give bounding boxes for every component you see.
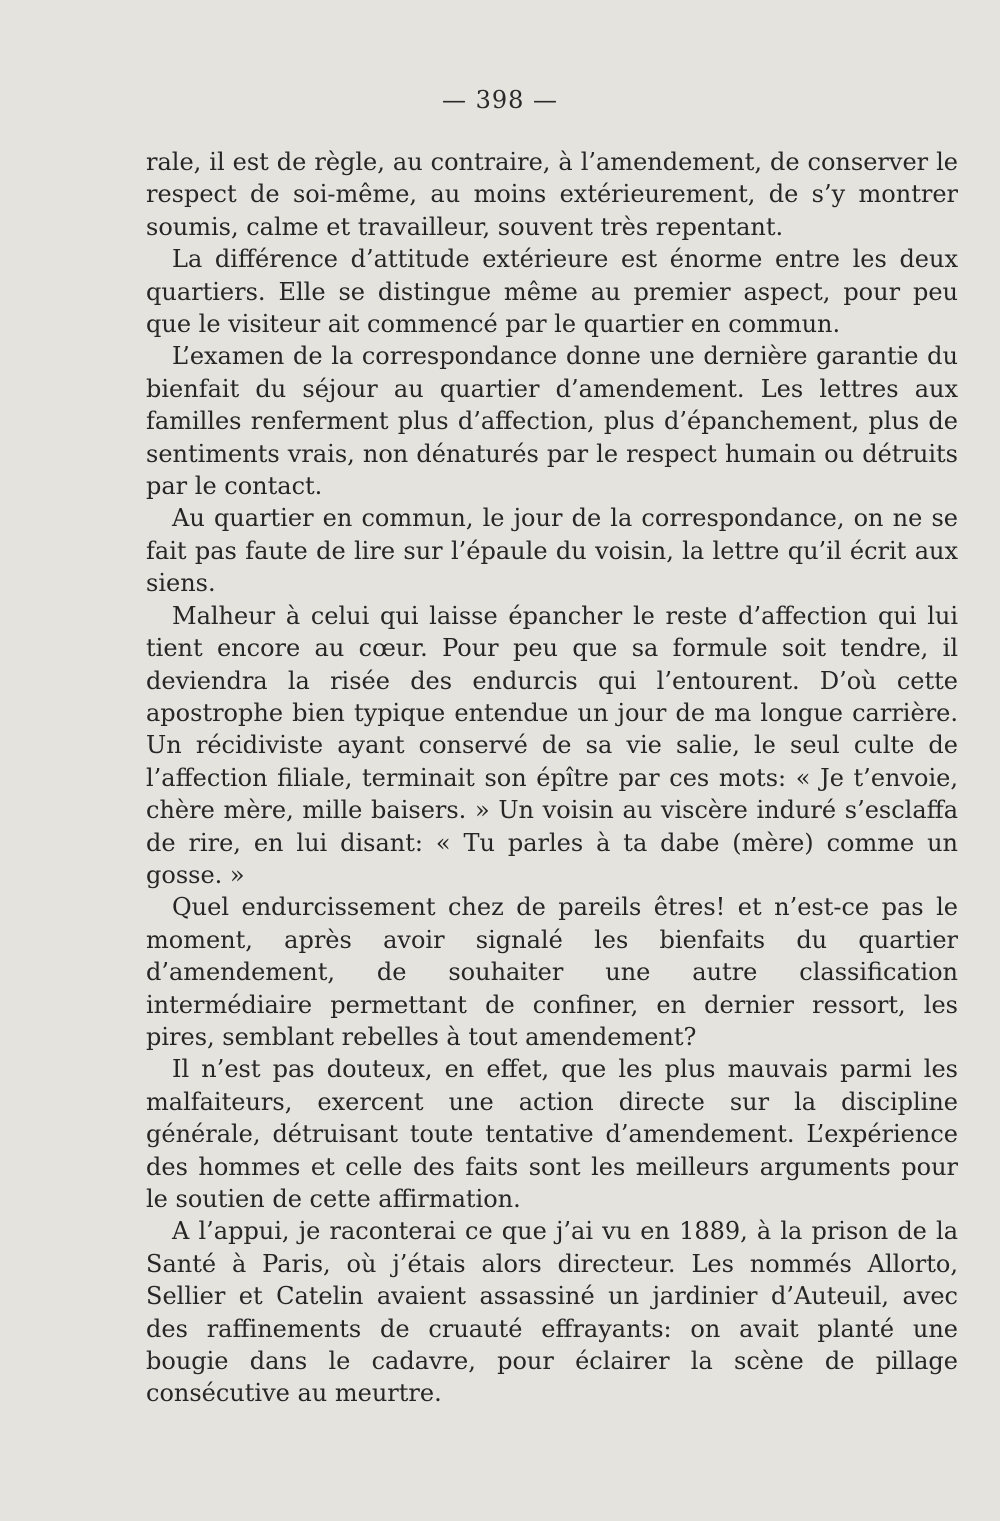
- paragraph-2: La différence d’attitude extérieure est énorme entre les deux quartiers. Elle se distingue même au premier aspect, pour peu que le visiteur ait commencé par le quartier en commun.: [146, 245, 958, 339]
- paragraph-1: rale, il est de règle, au contraire, à l’amendement, de conserver le respect de soi-même, au moins extérieurement, de s’y montrer soumis, calme et travailleur, souvent très repentant.: [146, 148, 958, 241]
- body-text: [146, 146, 958, 1410]
- paragraph-4: Au quartier en commun, le jour de la correspondance, on ne se fait pas faute de lire sur l’épaule du voisin, la lettre qu’il écrit aux siens.: [146, 504, 958, 598]
- paragraph-6: Quel endurcissement chez de pareils êtres! et n’est-ce pas le moment, après avoir signalé les bienfaits du quartier d’amendement, de souhaiter une autre classification intermédiaire permettant de confiner, en dernier ressort, les pires, semblant rebelles à tout amendement?: [146, 893, 958, 1051]
- paragraph-3: L’examen de la correspondance donne une dernière garantie du bienfait du séjour au quartier d’amendement. Les lettres aux familles renferment plus d’affection, plus d’épanchement, plus de sentiments vrais, non dénaturés par le respect humain ou détruits par le contact.: [146, 342, 958, 501]
- paragraph-7: Il n’est pas douteux, en effet, que les plus mauvais parmi les malfaiteurs, exercent une action directe sur la discipline générale, détruisant toute tentative d’amendement. L’expérience des hommes et celle des faits sont les meilleurs arguments pour le soutien de cette affirmation.: [146, 1055, 958, 1213]
- page-number: — 398 —: [441, 86, 559, 114]
- paragraph-5: Malheur à celui qui laisse épancher le reste d’affection qui lui tient encore au cœur. Pour peu que sa formule soit tendre, il deviendra la risée des endurcis qui l’entourent. D’où cette apostrophe bien typique entendue un jour de ma longue carrière. Un récidiviste ayant conservé de sa vie salie, le seul culte de l’affection filiale, terminait son épître par ces mots: « Je t’envoie, chère mère, mille baisers. » Un voisin au viscère induré s’esclaffa de rire, en lui disant: « Tu parles à ta dabe (mère) comme un gosse. »: [146, 601, 958, 889]
- paragraph-8: A l’appui, je raconterai ce que j’ai vu en 1889, à la prison de la Santé à Paris, où j’étais alors directeur. Les nommés Allorto, Sellier et Catelin avaient assassiné un jardinier d’Auteuil, avec des raffinements de cruauté effrayants: on avait planté une bougie dans le cadavre, pour éclairer la scène de pillage consécutive au meurtre.: [146, 1217, 958, 1408]
